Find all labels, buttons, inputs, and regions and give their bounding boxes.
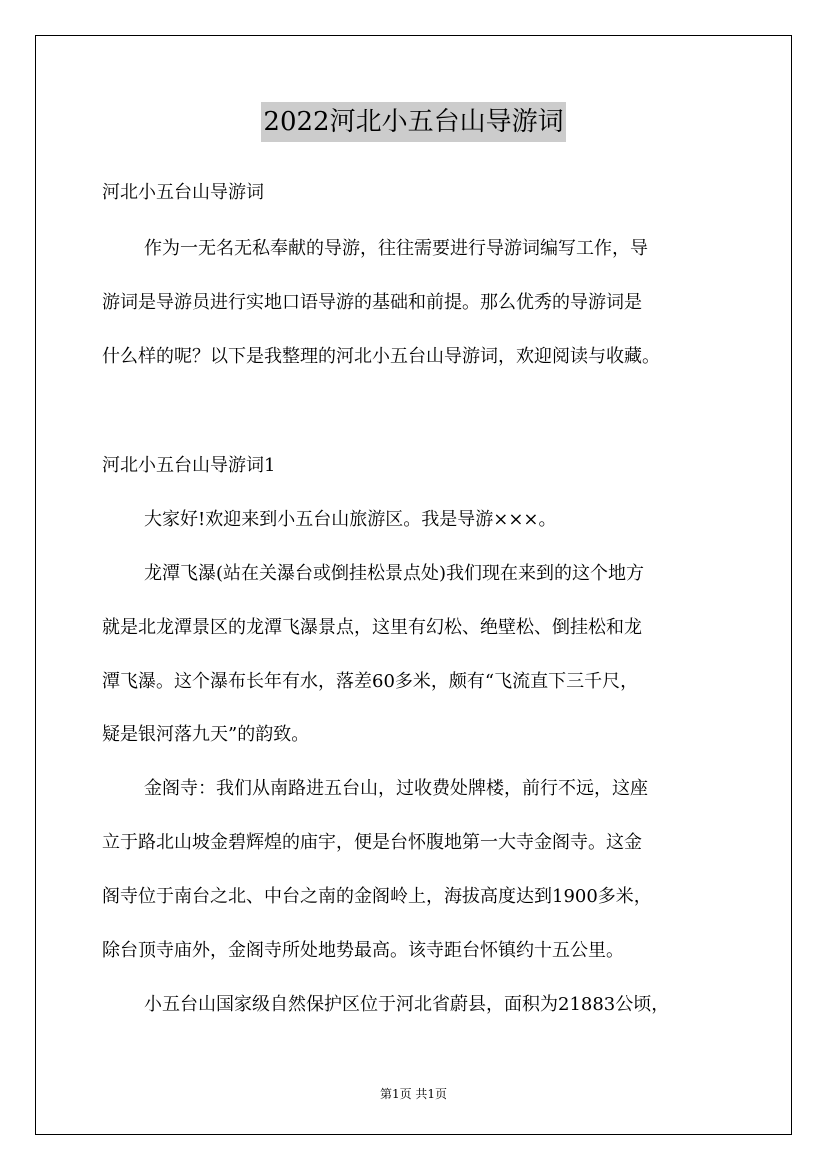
paragraph-2-line-2: 立于路北山坡金碧辉煌的庙宇，便是台怀腹地第一大寺金阁寺。这金 [102,832,642,853]
paragraph-1-line-2: 就是北龙潭景区的龙潭飞瀑景点，这里有幻松、绝壁松、倒挂松和龙 [102,617,642,638]
page-footer: 第1页 共1页 [379,1087,448,1101]
paragraph-2-line-3: 阁寺位于南台之北、中台之南的金阁岭上，海拔高度达到1900多米， [102,886,652,907]
section-heading: 河北小五台山导游词 [102,182,264,203]
intro-line-3: 什么样的呢？以下是我整理的河北小五台山导游词，欢迎阅读与收藏。 [102,346,660,367]
paragraph-3-line-1: 小五台山国家级自然保护区位于河北省蔚县，面积为21883公顷， [144,994,670,1015]
subsection-heading: 河北小五台山导游词1 [102,455,276,476]
paragraph-1-line-3: 潭飞瀑。这个瀑布长年有水，落差60多米，颇有“飞流直下三千尺， [102,671,639,692]
title-container [0,102,827,142]
paragraph-2-line-4: 除台顶寺庙外，金阁寺所处地势最高。该寺距台怀镇约十五公里。 [102,940,624,961]
greeting-line: 大家好!欢迎来到小五台山旅游区。我是导游×××。 [144,509,557,530]
paragraph-2-line-1: 金阁寺：我们从南路进五台山，过收费处牌楼，前行不远，这座 [144,778,648,799]
intro-line-2: 游词是导游员进行实地口语导游的基础和前提。那么优秀的导游词是 [102,292,642,313]
document-title: 2022河北小五台山导游词 [261,102,565,142]
paragraph-1-line-4: 疑是银河落九天”的韵致。 [102,724,310,745]
paragraph-1-line-1: 龙潭飞瀑(站在关瀑台或倒挂松景点处)我们现在来到的这个地方 [144,563,645,584]
intro-line-1: 作为一无名无私奉献的导游，往往需要进行导游词编写工作，导 [144,238,648,259]
